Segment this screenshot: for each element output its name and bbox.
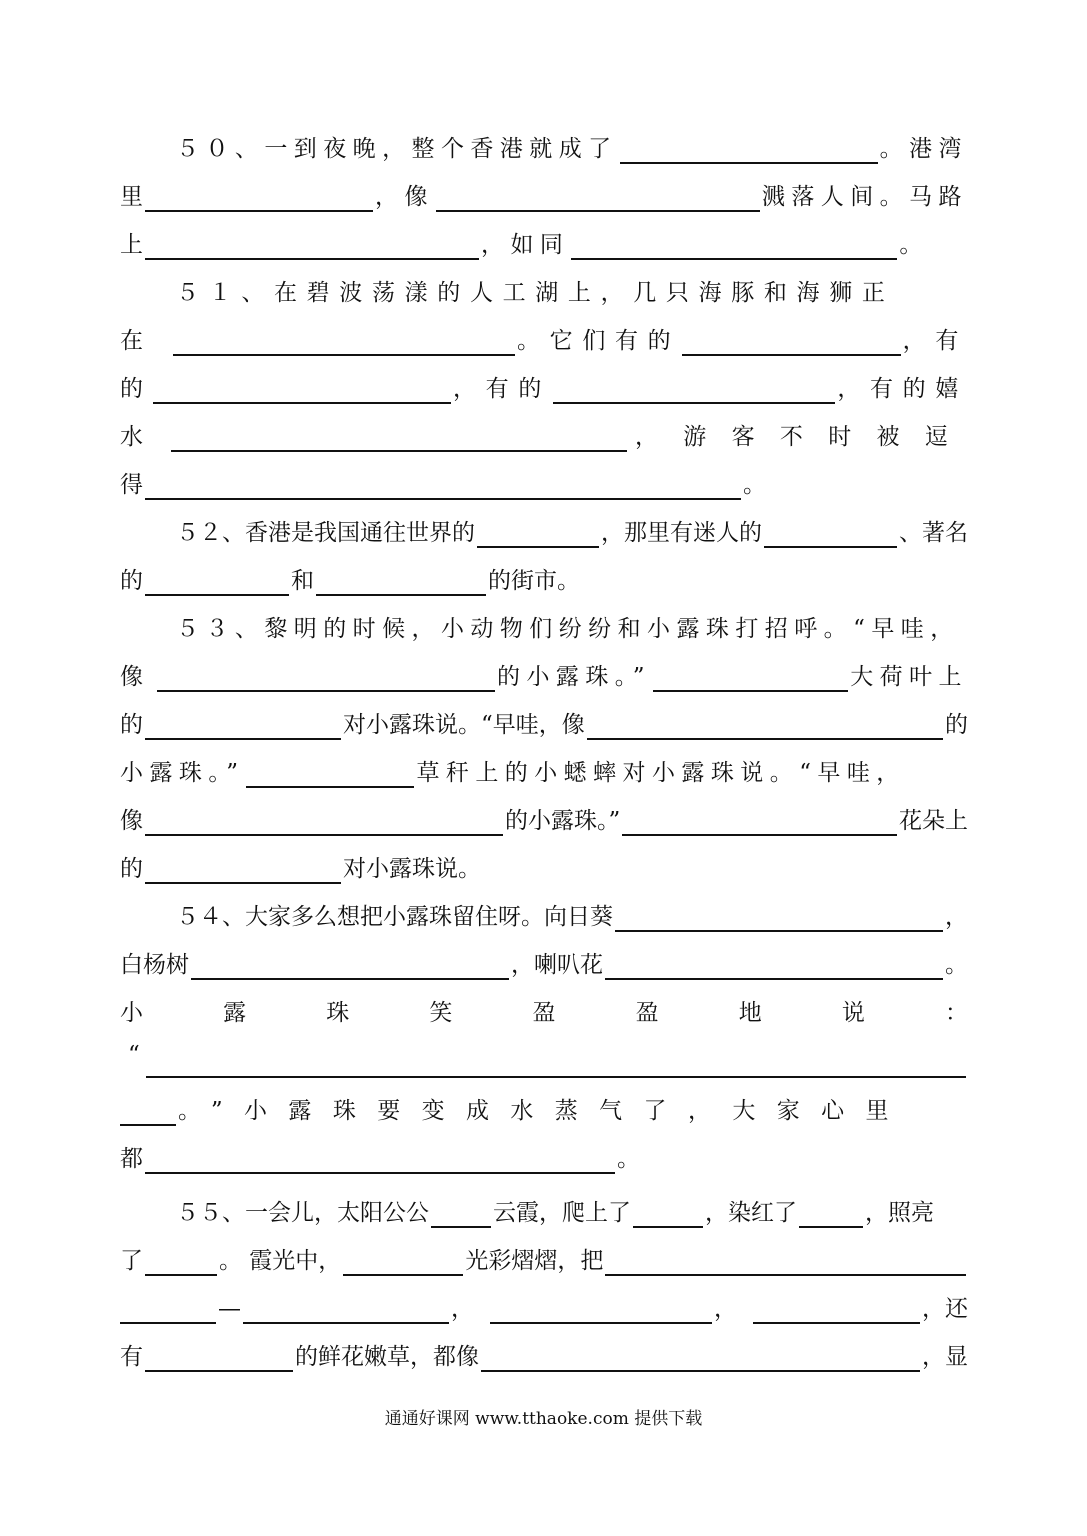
q55-text: 光彩熠熠，把 bbox=[465, 1248, 604, 1274]
q54-text: 白杨树 bbox=[120, 952, 189, 978]
answer-blank[interactable] bbox=[343, 1248, 463, 1276]
answer-blank[interactable] bbox=[243, 1296, 449, 1324]
q52-text: 的街市。 bbox=[488, 568, 580, 594]
q54-line-4 bbox=[120, 1034, 968, 1082]
answer-blank[interactable] bbox=[316, 568, 486, 596]
q53-text: 的小露珠。” bbox=[505, 808, 621, 834]
answer-blank[interactable] bbox=[481, 1344, 920, 1372]
answer-blank[interactable] bbox=[587, 712, 943, 740]
q54-text: ５４、大家多么想把小露珠留住呀。向日葵 bbox=[176, 904, 613, 930]
q55-line-3 bbox=[120, 1280, 968, 1328]
q54-char: 说 bbox=[841, 1000, 865, 1026]
q51-line-4 bbox=[120, 408, 974, 456]
q53-text: 的 bbox=[120, 856, 143, 882]
q55-line-2 bbox=[120, 1232, 968, 1280]
answer-blank[interactable] bbox=[145, 472, 741, 500]
answer-blank[interactable] bbox=[146, 1050, 966, 1078]
q53-line-3 bbox=[120, 696, 968, 744]
q50-text: 里 bbox=[120, 184, 143, 210]
q55-text: ， bbox=[451, 1296, 474, 1322]
q55-text: 云霞，爬上了 bbox=[493, 1200, 631, 1226]
q51-text: 。 bbox=[743, 472, 766, 498]
q53-text: 大荷叶上 bbox=[850, 664, 968, 690]
q51-line-5 bbox=[120, 456, 968, 504]
q52-line-1 bbox=[120, 504, 968, 552]
q51-text: 在 bbox=[120, 328, 143, 354]
answer-blank[interactable] bbox=[431, 1200, 491, 1228]
answer-blank[interactable] bbox=[490, 1296, 712, 1324]
q54-text: 。 bbox=[617, 1146, 640, 1172]
q53-text: ５３、黎明的时候，小动物们纷纷和小露珠打招呼。“早哇， bbox=[176, 616, 960, 642]
q51-line-1 bbox=[120, 264, 968, 312]
q51-line-3 bbox=[120, 360, 968, 408]
q54-line-6 bbox=[120, 1130, 968, 1178]
q50-text: 上 bbox=[120, 232, 143, 258]
q54-line-5 bbox=[120, 1082, 968, 1130]
answer-blank[interactable] bbox=[753, 1296, 920, 1324]
q53-text: 草秆上的小蟋蟀对小露珠说。“早哇， bbox=[416, 760, 906, 786]
q53-text: 的 bbox=[120, 712, 143, 738]
answer-blank[interactable] bbox=[764, 520, 897, 548]
q55-text: 了 bbox=[120, 1248, 143, 1274]
q54-char: 盈 bbox=[635, 1000, 659, 1026]
answer-blank[interactable] bbox=[173, 328, 515, 356]
q54-char: 露 bbox=[223, 1000, 247, 1026]
q55-line-1 bbox=[120, 1184, 968, 1232]
answer-blank[interactable] bbox=[145, 1248, 217, 1276]
answer-blank[interactable] bbox=[153, 376, 451, 404]
q54-char: 小 bbox=[120, 1000, 143, 1026]
q52-text: 和 bbox=[291, 568, 314, 594]
answer-blank[interactable] bbox=[120, 1296, 216, 1324]
q51-line-2 bbox=[120, 312, 968, 360]
q52-text: 的 bbox=[120, 568, 143, 594]
q54-line-1 bbox=[120, 888, 968, 936]
page-footer: 通通好课网 www.tthaoke.com 提供下载 bbox=[384, 1409, 703, 1429]
q50-line-1 bbox=[120, 120, 968, 168]
q53-text: 对小露珠说。 bbox=[343, 856, 481, 882]
answer-blank[interactable] bbox=[622, 808, 897, 836]
q54-text: ， bbox=[945, 904, 968, 930]
answer-blank[interactable] bbox=[145, 808, 503, 836]
answer-blank[interactable] bbox=[145, 712, 341, 740]
q53-text: 像 bbox=[120, 664, 143, 690]
q51-text: 的 bbox=[120, 376, 143, 402]
answer-blank[interactable] bbox=[605, 1248, 966, 1276]
answer-blank[interactable] bbox=[605, 952, 943, 980]
q55-text: 。 霞光中， bbox=[219, 1248, 342, 1274]
answer-blank[interactable] bbox=[653, 664, 848, 692]
q55-text: ，还 bbox=[922, 1296, 968, 1322]
q54-char: 盈 bbox=[532, 1000, 556, 1026]
q51-text: ，游客不时被逗 bbox=[635, 424, 974, 450]
answer-blank[interactable] bbox=[615, 904, 943, 932]
q50-text: ，像 bbox=[375, 184, 434, 210]
q55-text: ５５、一会儿，太阳公公 bbox=[176, 1200, 429, 1226]
q52-line-2 bbox=[120, 552, 968, 600]
q50-line-3 bbox=[120, 216, 968, 264]
q53-line-5 bbox=[120, 792, 968, 840]
q52-text: ５２、香港是我国通往世界的 bbox=[176, 520, 475, 546]
answer-blank[interactable] bbox=[145, 856, 341, 884]
q54-line-3 bbox=[120, 984, 968, 1032]
answer-blank[interactable] bbox=[633, 1200, 703, 1228]
answer-blank[interactable] bbox=[191, 952, 509, 980]
q53-text: 的 bbox=[945, 712, 968, 738]
q54-char: ： bbox=[945, 1000, 968, 1026]
q52-text: ，那里有迷人的 bbox=[601, 520, 762, 546]
q53-text: 像 bbox=[120, 808, 143, 834]
q55-text: 有 bbox=[120, 1344, 143, 1370]
q50-text: ５０、一到夜晚，整个香港就成了 bbox=[176, 136, 618, 162]
q54-char: 笑 bbox=[429, 1000, 453, 1026]
q55-text: ， bbox=[714, 1296, 737, 1322]
q50-line-2 bbox=[120, 168, 968, 216]
q53-text: 花朵上 bbox=[899, 808, 968, 834]
q55-text: 的鲜花嫩草，都像 bbox=[295, 1344, 479, 1370]
answer-blank[interactable] bbox=[620, 136, 878, 164]
q55-text: — bbox=[218, 1296, 241, 1322]
q51-text: ，有的 bbox=[453, 376, 551, 402]
q54-text: 。 bbox=[945, 952, 968, 978]
answer-blank[interactable] bbox=[246, 760, 414, 788]
q53-line-2 bbox=[120, 648, 968, 696]
answer-blank[interactable] bbox=[145, 568, 289, 596]
answer-blank[interactable] bbox=[553, 376, 835, 404]
answer-blank[interactable] bbox=[477, 520, 599, 548]
q50-text: ，如同 bbox=[481, 232, 570, 258]
q53-line-1 bbox=[120, 600, 968, 648]
q53-text: 的小露珠。” bbox=[497, 664, 651, 690]
q55-text: ，显 bbox=[922, 1344, 968, 1370]
q55-text: ，染红了 bbox=[705, 1200, 797, 1226]
q53-line-4 bbox=[120, 744, 968, 792]
q50-text: 溅落人间。马路 bbox=[761, 184, 968, 210]
q53-text: 小露珠。” bbox=[120, 760, 245, 786]
q51-text: 得 bbox=[120, 472, 143, 498]
answer-blank[interactable] bbox=[157, 664, 495, 692]
q54-text: 。”小露珠要变成水蒸气了，大家心里 bbox=[178, 1098, 910, 1124]
answer-blank[interactable] bbox=[145, 1344, 293, 1372]
answer-blank[interactable] bbox=[571, 232, 897, 260]
q54-text: 都 bbox=[120, 1146, 143, 1172]
answer-blank[interactable] bbox=[436, 184, 760, 212]
q52-text: 、著名 bbox=[899, 520, 968, 546]
q51-text: ５１、在碧波荡漾的人工湖上，几只海豚和海狮正 bbox=[176, 280, 895, 306]
q51-text: ，有 bbox=[902, 328, 968, 354]
q54-text: ，喇叭花 bbox=[511, 952, 603, 978]
q53-line-6 bbox=[120, 840, 968, 888]
q54-char: 地 bbox=[738, 1000, 762, 1026]
answer-blank[interactable] bbox=[799, 1200, 863, 1228]
answer-blank[interactable] bbox=[145, 232, 479, 260]
q51-text: ，有的嬉 bbox=[837, 376, 968, 402]
q51-text: 。它们有的 bbox=[517, 328, 681, 354]
answer-blank[interactable] bbox=[145, 184, 373, 212]
answer-blank[interactable] bbox=[145, 1146, 615, 1174]
q54-line-2 bbox=[120, 936, 968, 984]
q50-text: 。港湾 bbox=[879, 136, 968, 162]
q55-line-4 bbox=[120, 1328, 968, 1376]
answer-blank[interactable] bbox=[171, 424, 627, 452]
q50-text: 。 bbox=[899, 232, 923, 258]
q53-text: 对小露珠说。“早哇，像 bbox=[343, 712, 585, 738]
q54-char: 珠 bbox=[326, 1000, 350, 1026]
q51-text: 水 bbox=[120, 424, 143, 450]
answer-blank[interactable] bbox=[682, 328, 900, 356]
answer-blank[interactable] bbox=[120, 1098, 176, 1126]
q54-text: “ bbox=[128, 1042, 140, 1068]
q55-text: ，照亮 bbox=[865, 1200, 934, 1226]
